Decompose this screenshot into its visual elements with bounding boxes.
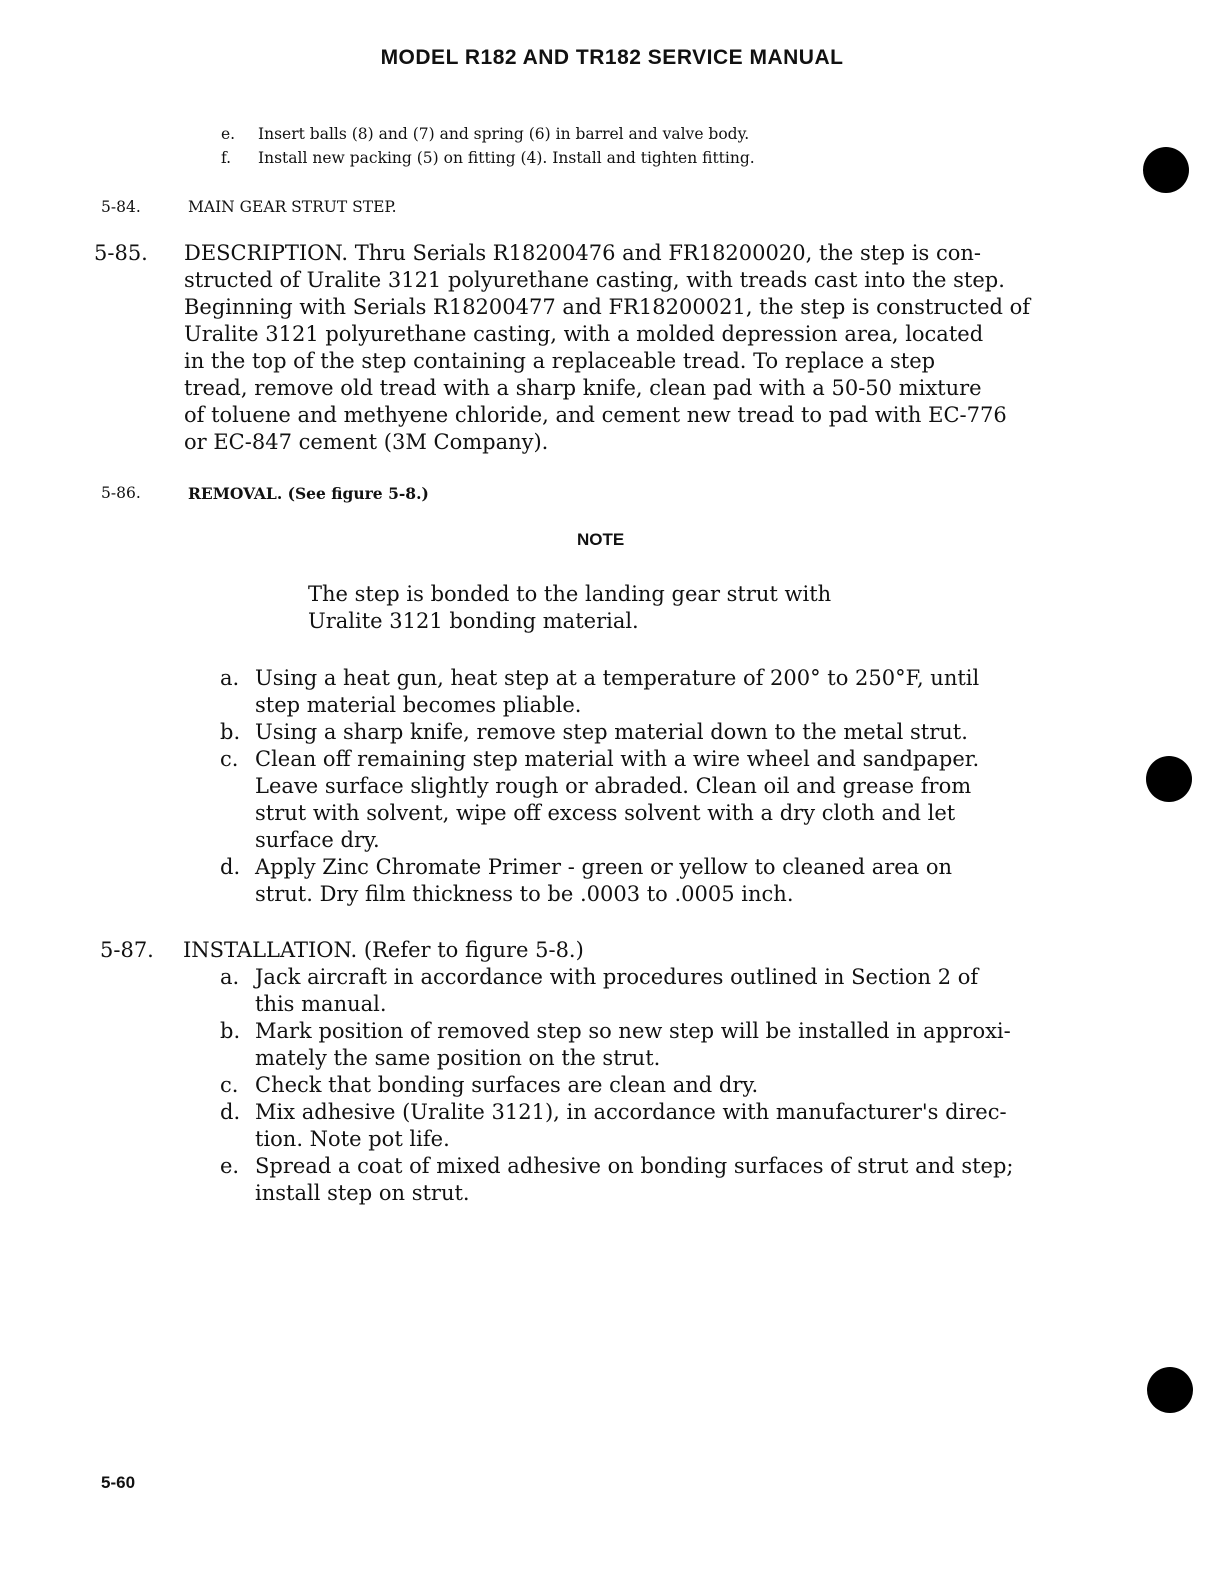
step-line: strut with solvent, wipe off excess solvent with a dry cloth and let bbox=[255, 801, 956, 825]
step-letter: d. bbox=[220, 855, 241, 879]
section-number: 5-85. bbox=[94, 241, 148, 265]
step-line: Using a sharp knife, remove step material down to the metal strut. bbox=[255, 720, 968, 744]
section-title: MAIN GEAR STRUT STEP. bbox=[188, 198, 397, 216]
step-text: Install new packing (5) on fitting (4). Install and tighten fitting. bbox=[258, 149, 755, 167]
section-title: INSTALLATION. (Refer to figure 5-8.) bbox=[183, 938, 584, 962]
section-number: 5-87. bbox=[100, 938, 154, 962]
step-line: install step on strut. bbox=[255, 1181, 470, 1205]
paragraph-line: structed of Uralite 3121 polyurethane casting, with treads cast into the step. bbox=[184, 268, 1005, 292]
step-line: step material becomes pliable. bbox=[255, 693, 582, 717]
paragraph-line: in the top of the step containing a replaceable tread. To replace a step bbox=[184, 349, 936, 373]
page-number: 5-60 bbox=[101, 1473, 136, 1492]
step-letter: f. bbox=[221, 149, 232, 167]
step-line: tion. Note pot life. bbox=[255, 1127, 450, 1151]
install-steps bbox=[255, 964, 1014, 1207]
binder-hole-mark bbox=[1147, 1367, 1193, 1413]
step-line: Jack aircraft in accordance with procedures outlined in Section 2 of bbox=[255, 965, 979, 989]
page-header-title: MODEL R182 AND TR182 SERVICE MANUAL bbox=[380, 46, 844, 69]
note-body bbox=[308, 581, 831, 635]
paragraph-line: Uralite 3121 polyurethane casting, with a molded depression area, located bbox=[184, 322, 984, 346]
step-line: mately the same position on the strut. bbox=[255, 1046, 661, 1070]
step-line: surface dry. bbox=[255, 828, 380, 852]
paragraph-line: or EC-847 cement (3M Company). bbox=[184, 430, 549, 454]
removal-steps bbox=[255, 665, 979, 908]
note-title: NOTE bbox=[577, 530, 625, 549]
removal-step-letters bbox=[220, 665, 240, 881]
paragraph-line: of toluene and methyene chloride, and cement new tread to pad with EC-776 bbox=[184, 403, 1007, 427]
step-line: Spread a coat of mixed adhesive on bonding surfaces of strut and step; bbox=[255, 1154, 1014, 1178]
step-letter: e. bbox=[220, 1154, 240, 1178]
step-letter: d. bbox=[220, 1100, 241, 1124]
step-text: Insert balls (8) and (7) and spring (6) in barrel and valve body. bbox=[258, 125, 750, 143]
step-line: Mix adhesive (Uralite 3121), in accordance with manufacturer's direc- bbox=[255, 1100, 1007, 1124]
note-line: Uralite 3121 bonding material. bbox=[308, 609, 639, 633]
section-number: 5-86. bbox=[101, 484, 141, 502]
binder-hole-mark bbox=[1143, 147, 1189, 193]
step-letter: b. bbox=[220, 1019, 241, 1043]
step-line: Apply Zinc Chromate Primer - green or yellow to cleaned area on bbox=[255, 855, 953, 879]
step-letter: b. bbox=[220, 720, 241, 744]
section-title: REMOVAL. (See figure 5-8.) bbox=[188, 484, 429, 503]
step-line: Mark position of removed step so new step will be installed in approxi- bbox=[255, 1019, 1011, 1043]
note-line: The step is bonded to the landing gear strut with bbox=[308, 582, 832, 606]
step-line: this manual. bbox=[255, 992, 387, 1016]
step-letter: c. bbox=[220, 1073, 239, 1097]
step-line: Clean off remaining step material with a wire wheel and sandpaper. bbox=[255, 747, 980, 771]
step-line: Using a heat gun, heat step at a temperature of 200° to 250°F, until bbox=[255, 666, 980, 690]
step-letter: e. bbox=[221, 125, 236, 143]
install-step-letters bbox=[220, 964, 240, 1180]
step-letter: a. bbox=[220, 666, 240, 690]
section-number: 5-84. bbox=[101, 198, 141, 216]
step-line: Check that bonding surfaces are clean and dry. bbox=[255, 1073, 759, 1097]
paragraph-line: DESCRIPTION. Thru Serials R18200476 and FR18200020, the step is con- bbox=[184, 241, 981, 265]
step-letter: c. bbox=[220, 747, 239, 771]
step-line: Leave surface slightly rough or abraded. Clean oil and grease from bbox=[255, 774, 972, 798]
step-letter: a. bbox=[220, 965, 240, 989]
paragraph-line: Beginning with Serials R18200477 and FR18200021, the step is constructed of bbox=[184, 295, 1031, 319]
description-paragraph bbox=[184, 240, 1030, 456]
binder-hole-mark bbox=[1146, 756, 1192, 802]
step-line: strut. Dry film thickness to be .0003 to .0005 inch. bbox=[255, 882, 794, 906]
paragraph-line: tread, remove old tread with a sharp knife, clean pad with a 50-50 mixture bbox=[184, 376, 982, 400]
